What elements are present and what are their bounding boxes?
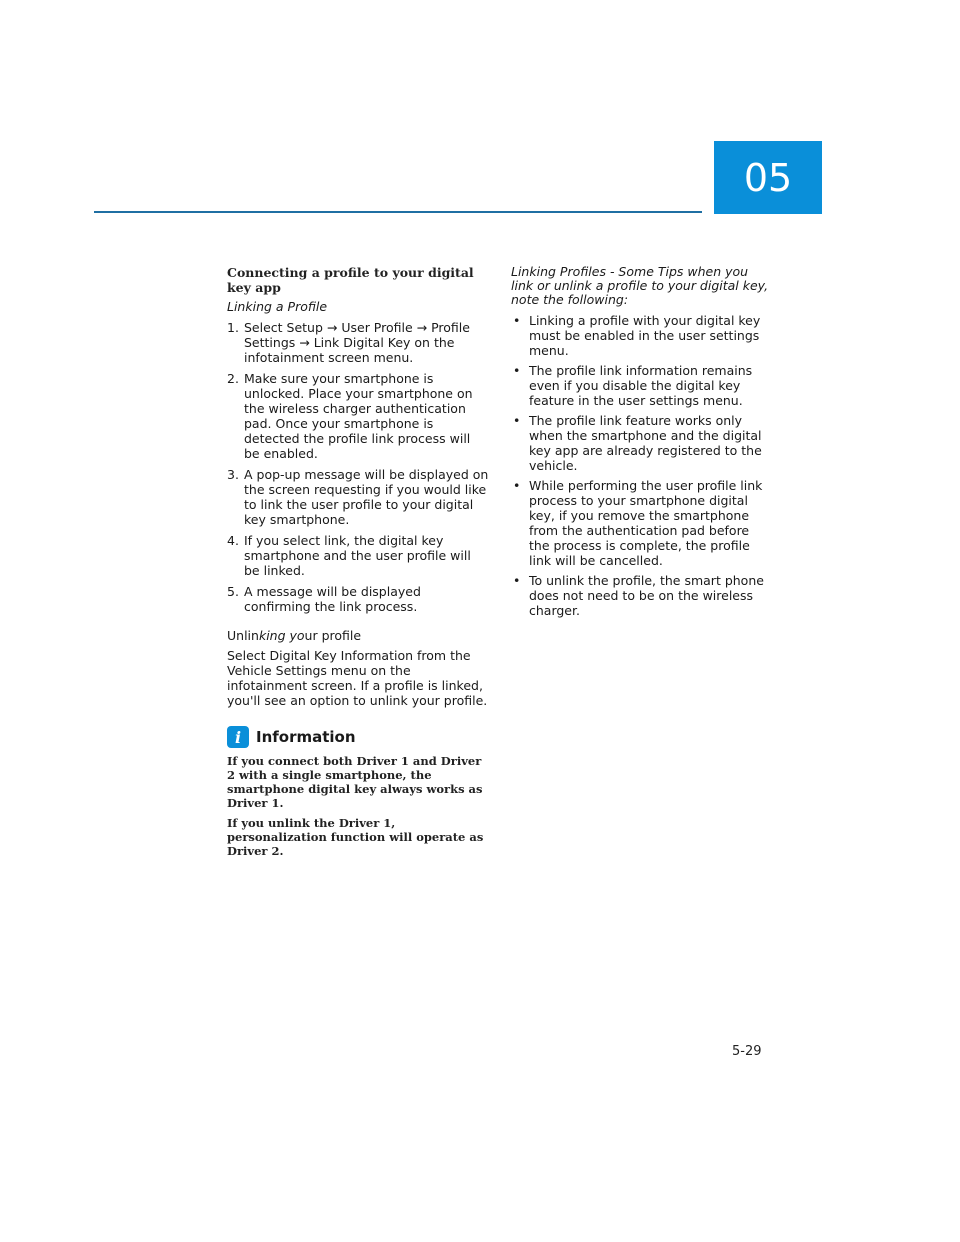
information-header (227, 726, 489, 748)
info-icon: i (227, 726, 249, 748)
step-item: 4. If you select link, the digital key smartphone and the user profile will be linked. (227, 533, 471, 578)
unlink-paragraph: Select Digital Key Information from the Vehicle Settings menu on the infotainment screen. If a profile is linked, you'll see an option to unlink your profile. (227, 648, 488, 708)
tip-item: • Linking a profile with your digital key must be enabled in the user settings menu. (511, 313, 773, 358)
right-column (511, 265, 773, 623)
header-rule (94, 211, 702, 213)
left-column (227, 265, 489, 864)
section-heading: Connecting a profile to your digital key app (227, 265, 474, 295)
tip-item: • While performing the user profile link process to your smartphone digital key, if you remove the smartphone from the authentication pad before the process is complete, the profile link will be cancelled. (511, 478, 773, 568)
step-item: 2. Make sure your smartphone is unlocked. Place your smartphone on the wireless charger authentication pad. Once your smartphone is detected the profile link process will be enabled. (227, 371, 473, 461)
linking-subheading: Linking a Profile (227, 299, 328, 314)
tip-item: • The profile link feature works only when the smartphone and the digital key app are already registered to the vehicle. (511, 413, 773, 473)
tips-heading: Linking Profiles - Some Tips when you link or unlink a profile to your digital key, note the following: (511, 264, 769, 307)
information-box (227, 726, 489, 858)
page-number: 5-29 (732, 1044, 762, 1059)
information-label: Information (256, 728, 356, 746)
step-item: 1. Select Setup → User Profile → Profile Settings → Link Digital Key on the infotainment screen menu. (227, 320, 470, 365)
step-item: 5. A message will be displayed confirming the link process. (227, 584, 421, 614)
information-paragraph: If you unlink the Driver 1, personalization function will operate as Driver 2. (227, 816, 484, 858)
link-steps (227, 320, 489, 614)
tip-item: • To unlink the profile, the smart phone does not need to be on the wireless charger. (511, 573, 773, 618)
chapter-tab: 05 (714, 141, 822, 214)
information-paragraph: If you connect both Driver 1 and Driver 2 with a single smartphone, the smartphone digital key always works as Driver 1. (227, 754, 483, 810)
step-item: 3. A pop-up message will be displayed on the screen requesting if you would like to link the user profile to your digital key smartphone. (227, 467, 489, 527)
tip-item: • The profile link information remains even if you disable the digital key feature in the user settings menu. (511, 363, 773, 408)
unlinking-subheading: Unlinking your profile (227, 628, 362, 643)
tips-list (511, 313, 773, 618)
